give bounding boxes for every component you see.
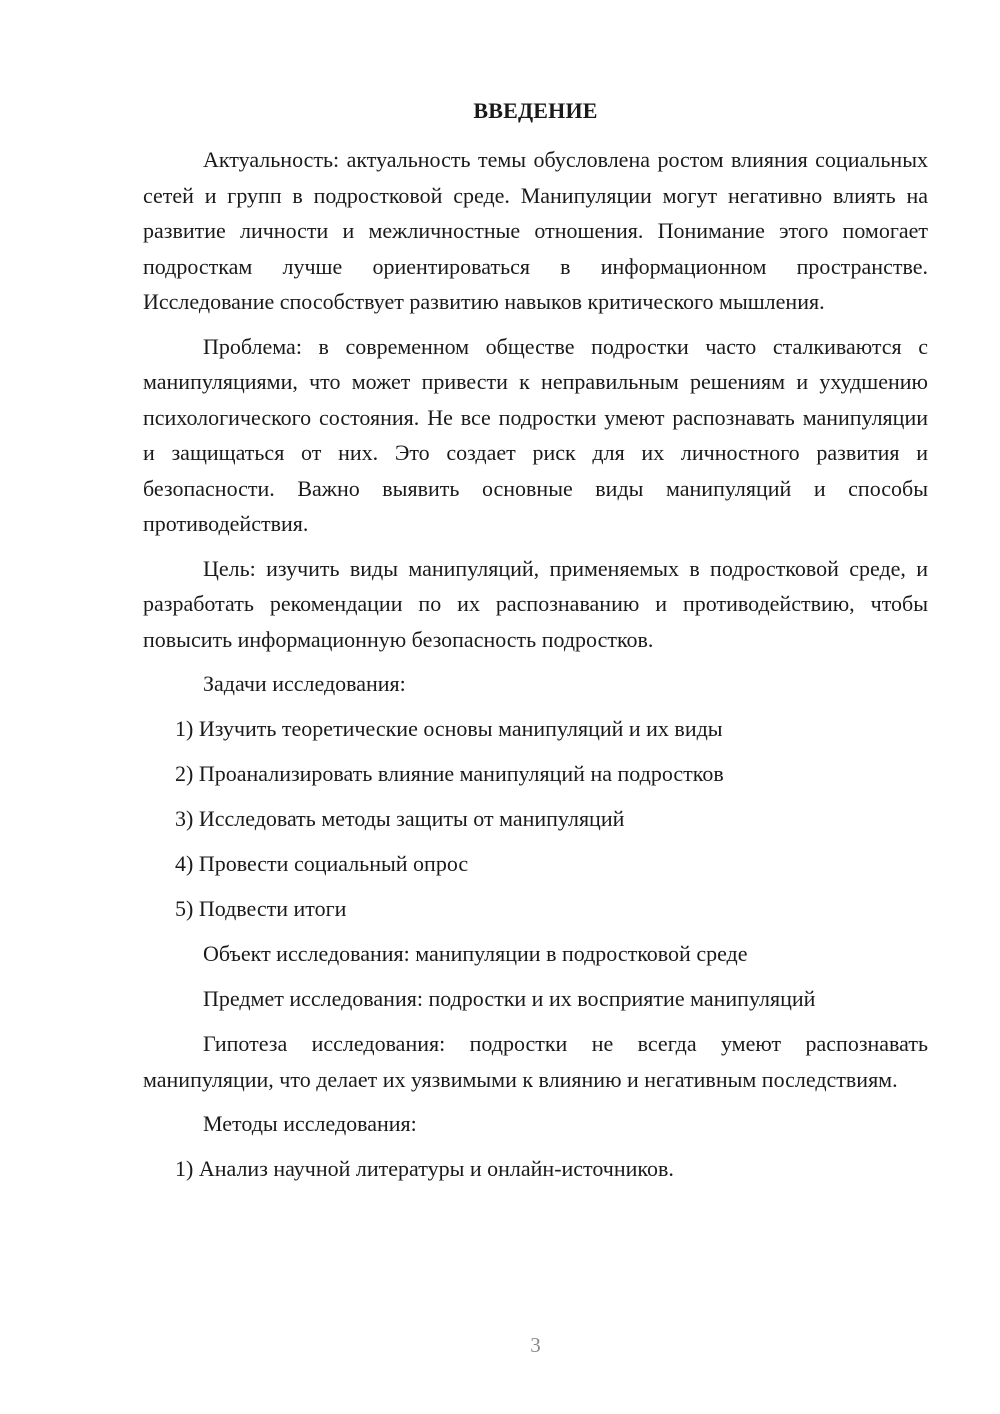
problem-paragraph: Проблема: в современном обществе подростки часто сталкиваются с манипуляциями, что может привести к неправильным решениям и ухудшению психологического состояния. Не все подростки умеют распознавать манипуляции и защищаться от них. Это создает риск для их личностного развития и безопасности. Важно выявить основные виды манипуляций и способы противодействия. [143, 333, 928, 536]
research-object: Объект исследования: манипуляции в подростковой среде [203, 941, 748, 966]
method-item: 1) Анализ научной литературы и онлайн-источников. [175, 1156, 674, 1181]
document-page [143, 0, 928, 1414]
task-item: 5) Подвести итоги [175, 896, 347, 921]
task-item: 4) Провести социальный опрос [175, 851, 469, 876]
task-item: 3) Исследовать методы защиты от манипуляций [175, 806, 625, 831]
goal-paragraph: Цель: изучить виды манипуляций, применяемых в подростковой среде, и разработать рекомендации по их распознаванию и противодействию, чтобы повысить информационную безопасность подростков. [143, 555, 928, 652]
tasks-label: Задачи исследования: [203, 671, 406, 696]
task-item: 1) Изучить теоретические основы манипуляций и их виды [175, 716, 723, 741]
relevance-paragraph: Актуальность: актуальность темы обусловлена ростом влияния социальных сетей и групп в подростковой среде. Манипуляции могут негативно влиять на развитие личности и межличностные отношения. Понимание этого помогает подросткам лучше ориентироваться в информационном пространстве. Исследование способствует развитию навыков критического мышления. [143, 147, 928, 314]
task-item: 2) Проанализировать влияние манипуляций на подростков [175, 761, 724, 786]
research-subject: Предмет исследования: подростки и их восприятие манипуляций [203, 986, 816, 1011]
methods-label: Методы исследования: [203, 1111, 417, 1136]
hypothesis-paragraph: Гипотеза исследования: подростки не всегда умеют распознавать манипуляции, что делает их уязвимыми к влиянию и негативным последствиям. [143, 1031, 928, 1092]
page-number: 3 [530, 1333, 541, 1357]
document-body [143, 142, 928, 1196]
section-heading: ВВЕДЕНИЕ [473, 98, 598, 123]
